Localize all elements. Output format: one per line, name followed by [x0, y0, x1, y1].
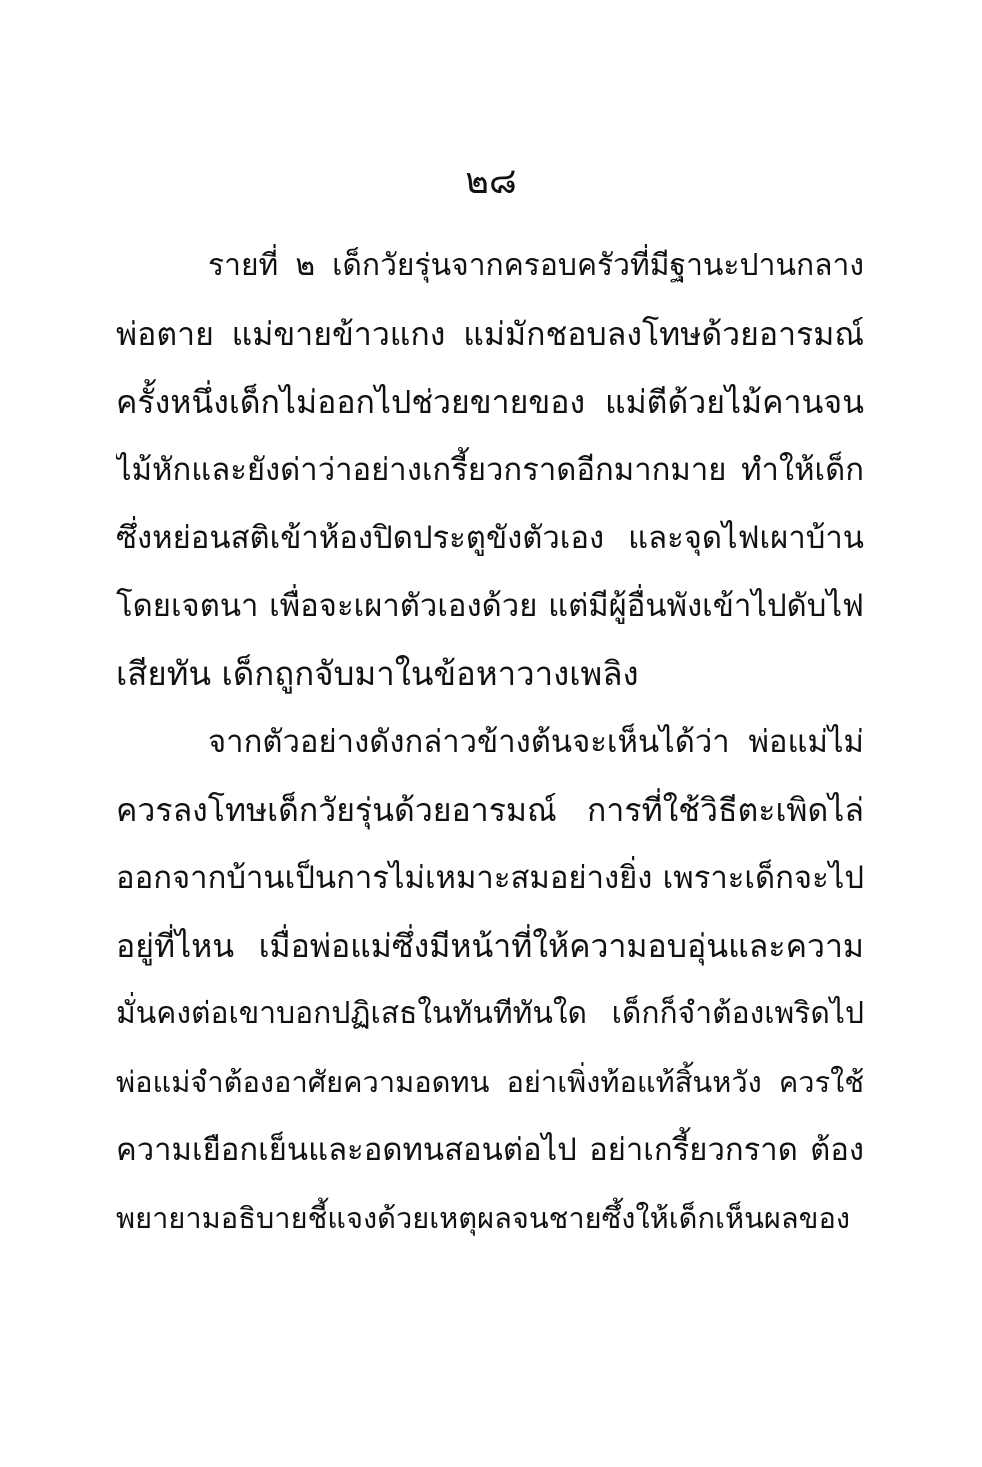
page-number: ๒๘ [465, 161, 517, 202]
text-line: ความเยือกเย็นและอดทนสอนต่อไป อย่าเกรี้ยวกราด ต้อง [116, 1132, 864, 1168]
text-line: พ่อตาย แม่ขายข้าวแกง แม่มักชอบลงโทษด้วยอารมณ์ [116, 315, 864, 353]
text-line: พยายามอธิบายชี้แจงด้วยเหตุผลจนชายซึ้งให้เด็กเห็นผลของ [116, 1201, 851, 1235]
text-line: ออกจากบ้านเป็นการไม่เหมาะสมอย่างยิ่ง เพราะเด็กจะไป [116, 860, 864, 896]
text-line: โดยเจตนา เพื่อจะเผาตัวเองด้วย แต่มีผู้อื่นพังเข้าไปดับไฟ [116, 588, 864, 624]
text-line: ควรลงโทษเด็กวัยรุ่นด้วยอารมณ์ การที่ใช้วิธีตะเพิดไล่ [116, 791, 864, 829]
text-line: ซึ่งหย่อนสติเข้าห้องปิดประตูขังตัวเอง และจุดไฟเผาบ้าน [116, 520, 864, 556]
text-line: รายที่ ๒ เด็กวัยรุ่นจากครอบครัวที่มีฐานะปานกลาง [208, 248, 864, 283]
text-line: เสียทัน เด็กถูกจับมาในข้อหาวางเพลิง [116, 654, 639, 693]
text-line: จากตัวอย่างดังกล่าวข้างต้นจะเห็นได้ว่า พ่อแม่ไม่ [208, 724, 864, 760]
text-line: อยู่ที่ไหน เมื่อพ่อแม่ซึ่งมีหน้าที่ให้ความอบอุ่นและความ [116, 927, 864, 965]
text-line: พ่อแม่จำต้องอาศัยความอดทน อย่าเพิ่งท้อแท้สิ้นหวัง ควรใช้ [116, 1065, 864, 1099]
text-line: ไม้หักและยังด่าว่าอย่างเกรี้ยวกราดอีกมากมาย ทำให้เด็ก [116, 452, 864, 488]
paragraph [116, 708, 864, 1252]
body-text [116, 232, 864, 1252]
text-line: มั่นคงต่อเขาบอกปฏิเสธในทันทีทันใด เด็กก็จำต้องเพริดไป [116, 996, 864, 1031]
text-line: ครั้งหนึ่งเด็กไม่ออกไปช่วยขายของ แม่ตีด้วยไม้คานจน [116, 383, 864, 421]
paragraph [116, 232, 864, 708]
